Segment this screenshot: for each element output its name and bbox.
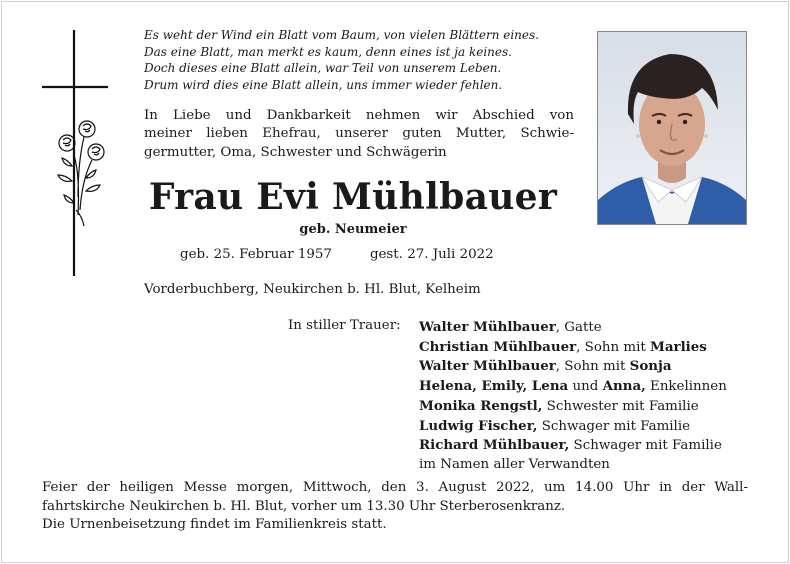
intro-line: In Liebe und Dankbarkeit nehmen wir Abschied von [144, 108, 574, 123]
footer-line: Feier der heiligen Messe morgen, Mittwoch, den 3. August 2022, um 14.00 Uhr in der Wall- [42, 480, 748, 495]
mourner-row: Monika Rengstl, Schwester mit Familie [419, 397, 699, 414]
mourners-label: In stiller Trauer: [288, 318, 401, 333]
poem-line: Drum wird dies eine Blatt allein, uns immer wieder fehlen. [144, 77, 503, 92]
mourners-list [419, 318, 727, 475]
deceased-name: Frau Evi Mühlbauer [148, 176, 558, 218]
birth-date: geb. 25. Februar 1957 [180, 247, 332, 262]
service-info [42, 479, 748, 535]
portrait-illustration [598, 32, 746, 224]
mourner-row: Helena, Emily, Lena und Anna, Enkelinnen [419, 378, 727, 395]
farewell-intro [144, 107, 574, 162]
intro-line: germutter, Oma, Schwester und Schwägerin [144, 144, 447, 160]
poem-line: Doch dieses eine Blatt allein, war Teil von unserem Leben. [144, 61, 502, 75]
mourner-row: Christian Mühlbauer, Sohn mit Marlies [419, 338, 707, 355]
maiden-name: geb. Neumeier [299, 222, 407, 237]
mourner-row: Walter Mühlbauer, Sohn mit Sonja [419, 358, 672, 375]
life-dates [180, 247, 494, 262]
footer-line: Die Urnenbeisetzung findet im Familienkreis statt. [42, 517, 387, 532]
mourner-row: Ludwig Fischer, Schwager mit Familie [419, 417, 691, 434]
mourner-row: Walter Mühlbauer, Gatte [419, 319, 602, 335]
mourner-row: Richard Mühlbauer, Schwager mit Familie [419, 437, 722, 454]
portrait-photo [597, 31, 747, 225]
cross-with-roses-icon [40, 30, 110, 276]
poem-line: Das eine Blatt, man merkt es kaum, denn eines ist ja keines. [144, 44, 512, 59]
place-line: Vorderbuchberg, Neukirchen b. Hl. Blut, Kelheim [144, 282, 481, 297]
intro-line: meiner lieben Ehefrau, unserer guten Mutter, Schwie- [144, 126, 574, 142]
poem-line: Es weht der Wind ein Blatt vom Baum, von vielen Blättern eines. [144, 28, 539, 42]
poem [144, 27, 584, 93]
death-date: gest. 27. Juli 2022 [369, 247, 494, 262]
mourner-row: im Namen aller Verwandten [419, 456, 610, 472]
footer-line: fahrtskirche Neukirchen b. Hl. Blut, vorher um 13.30 Uhr Sterberosenkranz. [42, 498, 566, 514]
